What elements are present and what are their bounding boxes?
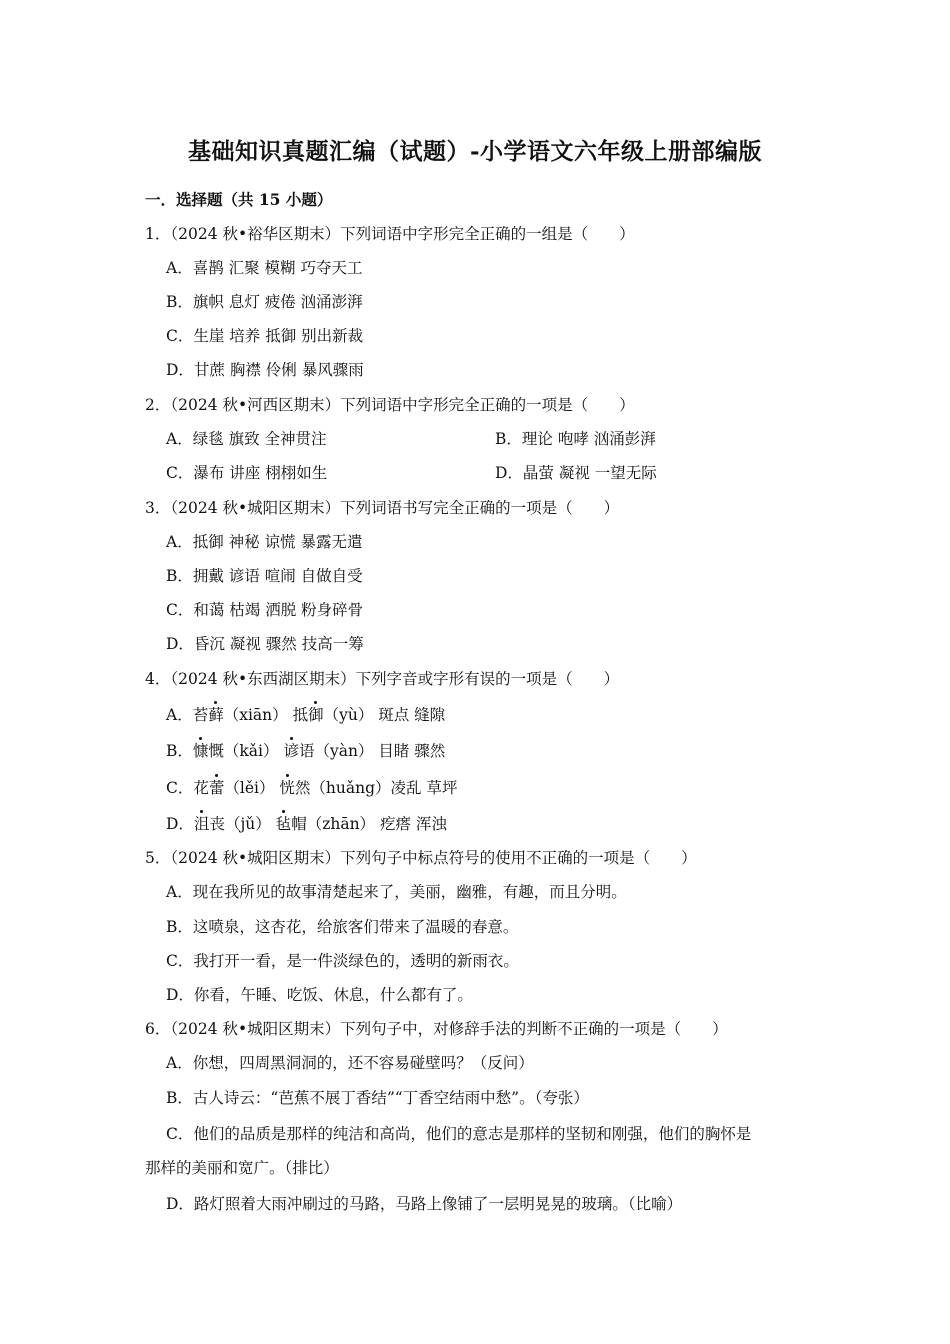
question-1-option-b[interactable]: B．旗帜 息灯 疲倦 汹涌澎湃 (166, 293, 363, 311)
question-2-option-d[interactable]: D．晶萤 凝视 一望无际 (495, 464, 657, 482)
question-6-stem: 6．（2024 秋•城阳区期末）下列句子中，对修辞手法的判断不正确的一项是（ ） (145, 1020, 728, 1038)
emphasis-dot-char: 藓 (208, 706, 224, 724)
question-6-option-b[interactable]: B．古人诗云：“芭蕉不展丁香结”“丁香空结雨中愁”。（夸张） (166, 1089, 589, 1107)
question-3-option-d[interactable]: D．昏沉 凝视 骤然 技高一筹 (166, 635, 364, 653)
emphasis-dot-char: 恍 (279, 779, 295, 797)
question-5-option-d[interactable]: D．你看，午睡、吃饭、休息，什么都有了。 (166, 986, 473, 1004)
emphasis-dot-char: 慷 (192, 742, 209, 760)
emphasis-dot-char: 沮 (193, 815, 210, 833)
emphasis-dot-char: 谚 (283, 742, 299, 760)
question-4-option-d[interactable]: D．沮丧（jǔ） 毡帽（zhān） 疙瘩 浑浊 (166, 815, 447, 833)
emphasis-dot-char: 蕾 (208, 779, 225, 797)
question-4-option-c[interactable]: C．花蕾（lěi） 恍然（huǎng）凌乱 草坪 (166, 779, 458, 797)
question-3-stem: 3．（2024 秋•城阳区期末）下列词语书写完全正确的一项是（ ） (145, 499, 620, 517)
page-title: 基础知识真题汇编（试题）-小学语文六年级上册部编版 (187, 138, 763, 165)
question-5-option-a[interactable]: A．现在我所见的故事清楚起来了，美丽，幽雅，有趣，而且分明。 (166, 883, 627, 901)
question-2-option-a[interactable]: A．绿毯 旗致 全神贯注 (166, 430, 327, 448)
question-6-option-c[interactable]: C．他们的品质是那样的纯洁和高尚，他们的意志是那样的坚韧和刚强，他们的胸怀是 (166, 1125, 752, 1143)
question-2-option-b[interactable]: B．理论 咆哮 汹涌彭湃 (495, 430, 656, 448)
question-5-option-b[interactable]: B．这喷泉，这杏花，给旅客们带来了温暖的春意。 (166, 918, 519, 936)
emphasis-dot-char: 毡 (275, 815, 292, 833)
question-1-stem: 1．（2024 秋•裕华区期末）下列词语中字形完全正确的一组是（ ） (145, 225, 635, 243)
section-heading: 一．选择题（共 15 小题） (145, 190, 333, 209)
question-6-option-a[interactable]: A．你想，四周黑洞洞的，还不容易碰壁吗？（反问） (166, 1054, 534, 1072)
question-1-option-a[interactable]: A．喜鹊 汇聚 模糊 巧夺天工 (166, 259, 363, 277)
question-1-option-d[interactable]: D．甘蔗 胸襟 伶俐 暴风骤雨 (166, 361, 364, 379)
emphasis-dot-char: 御 (308, 706, 324, 724)
question-6-option-d[interactable]: D．路灯照着大雨冲刷过的马路，马路上像铺了一层明晃晃的玻璃。（比喻） (166, 1195, 683, 1213)
question-2-option-c[interactable]: C．瀑布 讲座 栩栩如生 (166, 464, 328, 482)
question-5-option-c[interactable]: C．我打开一看，是一件淡绿色的，透明的新雨衣。 (166, 952, 519, 970)
question-3-option-b[interactable]: B．拥戴 谚语 喧闹 自做自受 (166, 567, 363, 585)
question-4-option-a[interactable]: A．苔藓（xiān） 抵御（yù） 斑点 缝隙 (166, 706, 446, 724)
question-1-option-c[interactable]: C．生崖 培养 抵御 别出新裁 (166, 327, 364, 345)
question-2-stem: 2．（2024 秋•河西区期末）下列词语中字形完全正确的一项是（ ） (145, 396, 635, 414)
question-6-option-c-continued: 那样的美丽和宽广。（排比） (145, 1159, 339, 1177)
question-3-option-a[interactable]: A．抵御 神秘 谅慌 暴露无遣 (166, 533, 363, 551)
question-5-stem: 5．（2024 秋•城阳区期末）下列句子中标点符号的使用不正确的一项是（ ） (145, 849, 697, 867)
question-4-option-b[interactable]: B．慷慨（kǎi） 谚语（yàn） 目睹 骤然 (166, 742, 446, 760)
question-4-stem: 4．（2024 秋•东西湖区期末）下列字音或字形有误的一项是（ ） (145, 670, 620, 688)
question-3-option-c[interactable]: C．和蔼 枯竭 洒脱 粉身碎骨 (166, 601, 364, 619)
